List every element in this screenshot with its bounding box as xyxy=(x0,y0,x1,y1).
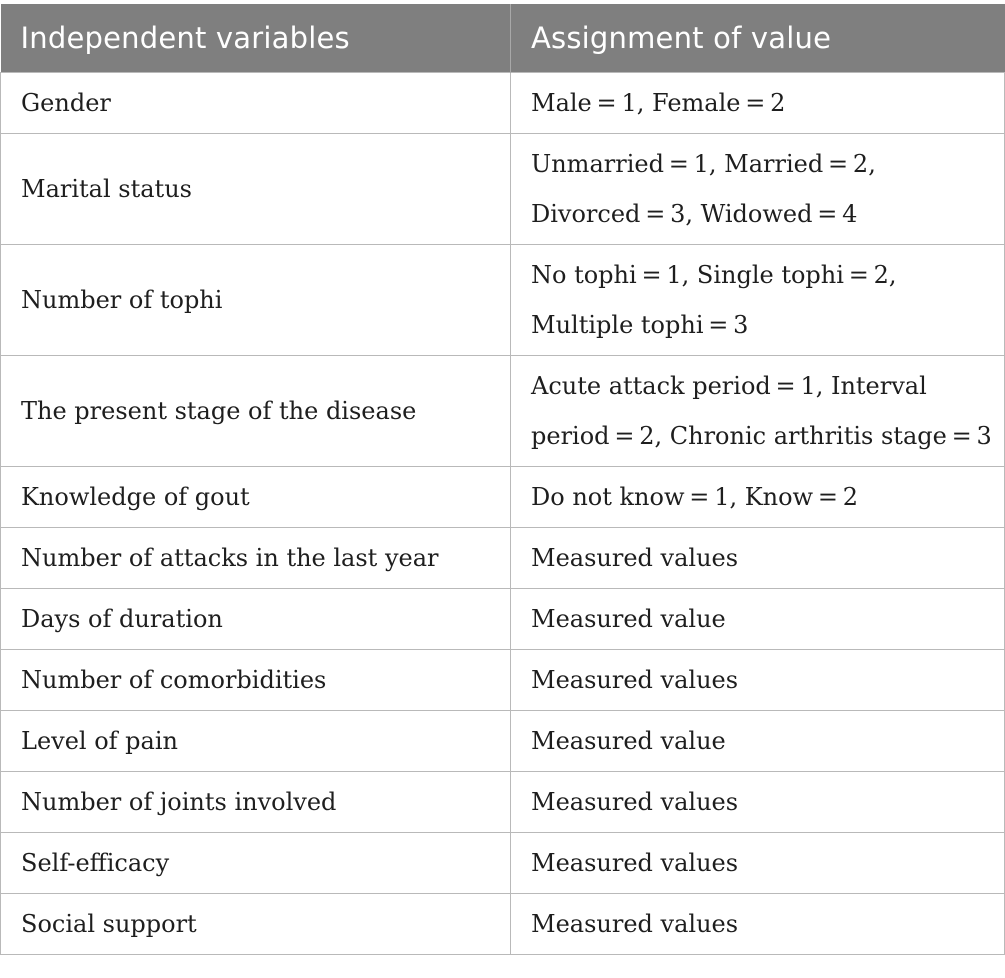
value-cell: Measured values xyxy=(511,894,1005,955)
value-cell: Measured values xyxy=(511,650,1005,711)
table-row xyxy=(1,772,1005,833)
value-cell: Measured values xyxy=(511,833,1005,894)
variable-cell: Knowledge of gout xyxy=(1,467,511,528)
variable-cell: Self-efficacy xyxy=(1,833,511,894)
table-row xyxy=(1,711,1005,772)
table-row xyxy=(1,528,1005,589)
header-row xyxy=(1,4,1005,73)
value-cell: Measured values xyxy=(511,528,1005,589)
table-row xyxy=(1,467,1005,528)
value-cell: Measured values xyxy=(511,772,1005,833)
variable-cell: Days of duration xyxy=(1,589,511,650)
variable-cell: Marital status xyxy=(1,134,511,245)
variable-cell: Number of tophi xyxy=(1,245,511,356)
value-cell: Do not know = 1, Know = 2 xyxy=(511,467,1005,528)
variable-cell: The present stage of the disease xyxy=(1,356,511,467)
value-cell: Unmarried = 1, Married = 2, Divorced = 3, Widowed = 4 xyxy=(511,134,1005,245)
table-row xyxy=(1,894,1005,955)
table-row xyxy=(1,589,1005,650)
variable-cell: Number of attacks in the last year xyxy=(1,528,511,589)
table-row xyxy=(1,73,1005,134)
header-assignment-of-value: Assignment of value xyxy=(511,4,1005,73)
value-cell: Male = 1, Female = 2 xyxy=(511,73,1005,134)
header-independent-variables: Independent variables xyxy=(1,4,511,73)
table-row xyxy=(1,245,1005,356)
table-row xyxy=(1,134,1005,245)
variable-cell: Level of pain xyxy=(1,711,511,772)
table-row xyxy=(1,356,1005,467)
value-cell: Acute attack period = 1, Interval period = 2, Chronic arthritis stage = 3 xyxy=(511,356,1005,467)
variables-table xyxy=(0,4,1005,955)
variable-cell: Social support xyxy=(1,894,511,955)
table-row xyxy=(1,650,1005,711)
value-cell: No tophi = 1, Single tophi = 2, Multiple tophi = 3 xyxy=(511,245,1005,356)
variable-cell: Gender xyxy=(1,73,511,134)
value-cell: Measured value xyxy=(511,589,1005,650)
variable-cell: Number of joints involved xyxy=(1,772,511,833)
value-cell: Measured value xyxy=(511,711,1005,772)
table-row xyxy=(1,833,1005,894)
variable-cell: Number of comorbidities xyxy=(1,650,511,711)
